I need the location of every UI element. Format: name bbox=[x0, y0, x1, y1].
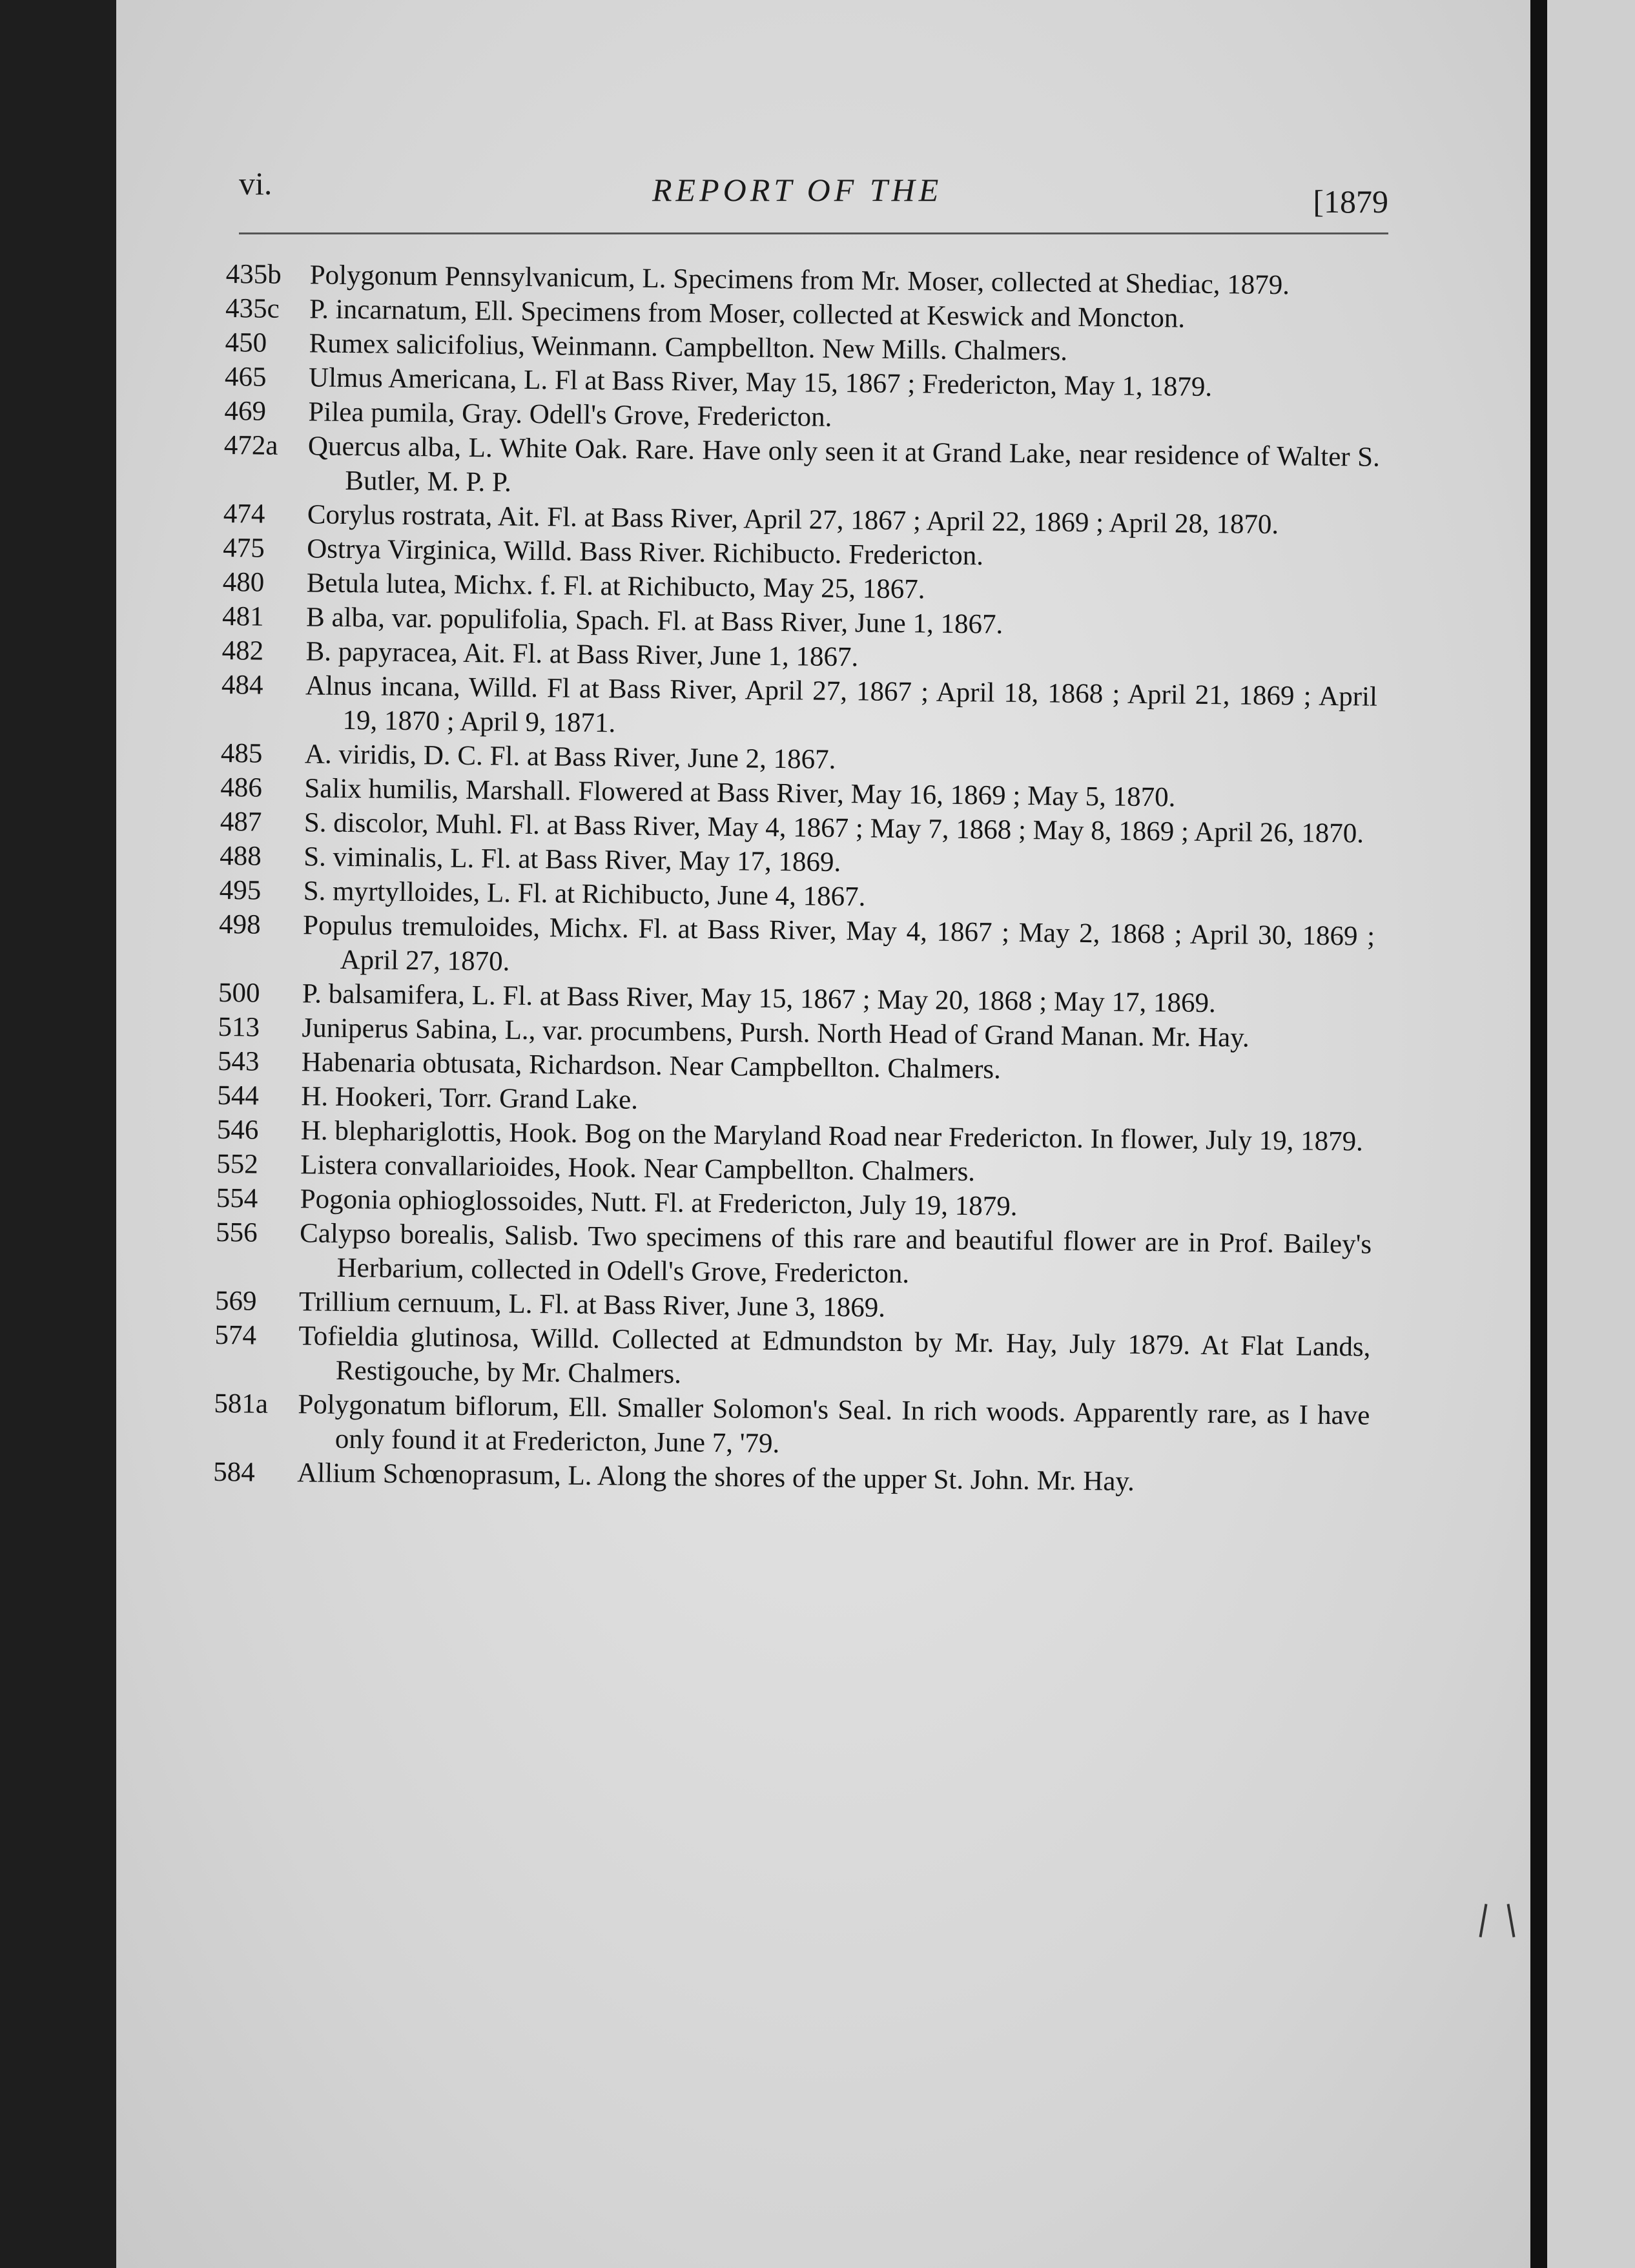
entry-text: B. papyracea, Ait. Fl. at Bass River, June 1, 1867. bbox=[305, 636, 859, 673]
entry-text: Salix humilis, Marshall. Flowered at Bass River, May 16, 1869 ; May 5, 1870. bbox=[304, 773, 1176, 813]
species-entry bbox=[214, 1318, 1371, 1399]
entry-number: 498 bbox=[218, 909, 261, 940]
entry-text: Calypso borealis, Salisb. Two specimens of this rare and beautiful flower are in Prof. Bailey's Herbarium, collected in Odell's Grove, Fredericton. bbox=[299, 1218, 1372, 1290]
page-number: vi. bbox=[239, 165, 272, 201]
entry-number: 484 bbox=[221, 669, 263, 701]
entry-number: 495 bbox=[219, 874, 262, 906]
entry-text: Betula lutea, Michx. f. Fl. at Richibucto, May 25, 1867. bbox=[306, 568, 925, 605]
entry-text: Allium Schœnoprasum, L. Along the shores of the upper St. John. Mr. Hay. bbox=[297, 1458, 1135, 1497]
entry-number: 488 bbox=[220, 840, 262, 872]
entry-number: 481 bbox=[221, 601, 264, 632]
entry-text: Populus tremuloides, Michx. Fl. at Bass River, May 4, 1867 ; May 2, 1868 ; April 30, 1869 ; April 27, 1870. bbox=[302, 910, 1375, 977]
entry-number: 472a bbox=[223, 429, 278, 461]
entry-text: Corylus rostrata, Ait. Fl. at Bass River, April 27, 1867 ; April 22, 1869 ; April 28, 1870. bbox=[307, 499, 1279, 541]
entry-text: H. blephariglottis, Hook. Bog on the Maryland Road near Fredericton. In flower, July 19, 1879. bbox=[300, 1115, 1364, 1157]
entry-number: 487 bbox=[220, 806, 262, 838]
entry-text: S. myrtylloides, L. Fl. at Richibucto, June 4, 1867. bbox=[303, 876, 866, 912]
entry-number: 584 bbox=[213, 1456, 256, 1488]
entry-text: Juniperus Sabina, L., var. procumbens, Pursh. North Head of Grand Manan. Mr. Hay. bbox=[302, 1013, 1249, 1053]
report-year: [1879 bbox=[1313, 183, 1388, 220]
entry-text: B alba, var. populifolia, Spach. Fl. at Bass River, June 1, 1867. bbox=[305, 602, 1003, 640]
entry-text: Alnus incana, Willd. Fl at Bass River, April 27, 1867 ; April 18, 1868 ; April 21, 1869 ; April 19, 1870 ; April 9, 1871. bbox=[305, 670, 1378, 739]
entry-text: A. viridis, D. C. Fl. at Bass River, June 2, 1867. bbox=[304, 739, 836, 775]
entry-text: Quercus alba, L. White Oak. Rare. Have only seen it at Grand Lake, near residence of Walter S. Butler, M. P. P. bbox=[307, 431, 1381, 498]
entry-number: 474 bbox=[223, 498, 265, 530]
entry-number: 450 bbox=[225, 327, 267, 358]
entry-number: 581a bbox=[214, 1388, 269, 1419]
header-rule bbox=[239, 232, 1388, 234]
entry-number: 546 bbox=[216, 1114, 259, 1146]
entry-number: 486 bbox=[220, 772, 263, 803]
entry-text: Ulmus Americana, L. Fl at Bass River, May 15, 1867 ; Fredericton, May 1, 1879. bbox=[308, 362, 1213, 403]
running-header bbox=[239, 165, 1388, 223]
entry-text: Polygonatum biflorum, Ell. Smaller Solomon's Seal. In rich woods. Apparently rare, as I have only found it at Fredericton, June 7, '79. bbox=[298, 1389, 1370, 1459]
entry-number: 485 bbox=[220, 737, 263, 769]
entry-text: Ostrya Virginica, Willd. Bass River. Richibucto. Fredericton. bbox=[307, 533, 984, 572]
facing-page-edge bbox=[1547, 0, 1635, 2268]
entry-number: 482 bbox=[221, 635, 264, 666]
entry-number: 435c bbox=[225, 293, 280, 324]
entry-text: Rumex salicifolius, Weinmann. Campbellton. New Mills. Chalmers. bbox=[309, 328, 1068, 367]
entry-number: 475 bbox=[223, 532, 265, 564]
species-entry bbox=[223, 428, 1380, 509]
entry-text: Polygonum Pennsylvanicum, L. Specimens from Mr. Moser, collected at Shediac, 1879. bbox=[309, 260, 1290, 301]
running-title: REPORT OF THE bbox=[652, 172, 943, 208]
entry-number: 500 bbox=[218, 977, 260, 1009]
entry-number: 480 bbox=[222, 566, 265, 598]
entry-text: Pilea pumila, Gray. Odell's Grove, Fredericton. bbox=[308, 397, 832, 433]
entry-number: 554 bbox=[216, 1182, 258, 1214]
entry-text: Tofieldia glutinosa, Willd. Collected at Edmundston by Mr. Hay, July 1879. At Flat Lands, Restigouche, by Mr. Chalmers. bbox=[298, 1321, 1371, 1390]
entry-text: H. Hookeri, Torr. Grand Lake. bbox=[301, 1081, 639, 1115]
entry-text: S. viminalis, L. Fl. at Bass River, May 17, 1869. bbox=[303, 841, 841, 878]
entry-text: Trillium cernuum, L. Fl. at Bass River, June 3, 1869. bbox=[298, 1286, 886, 1323]
entry-number: 469 bbox=[224, 395, 267, 427]
book-spine bbox=[1530, 0, 1547, 2268]
entry-number: 556 bbox=[215, 1217, 258, 1248]
species-entry bbox=[221, 668, 1377, 748]
species-entry bbox=[215, 1215, 1372, 1296]
entry-number: 435b bbox=[225, 258, 282, 290]
entry-number: 574 bbox=[214, 1319, 257, 1351]
entry-text: S. discolor, Muhl. Fl. at Bass River, May 4, 1867 ; May 7, 1868 ; May 8, 1869 ; April 26, 1870. bbox=[303, 807, 1364, 849]
entry-number: 465 bbox=[224, 361, 267, 393]
entry-text: P. incarnatum, Ell. Specimens from Moser, collected at Keswick and Moncton. bbox=[309, 294, 1186, 334]
entry-text: Habenaria obtusata, Richardson. Near Campbellton. Chalmers. bbox=[301, 1047, 1002, 1085]
entry-text: Listera convallarioides, Hook. Near Campbellton. Chalmers. bbox=[300, 1149, 976, 1188]
species-entry bbox=[218, 907, 1375, 988]
entry-text: Pogonia ophioglossoides, Nutt. Fl. at Fredericton, July 19, 1879. bbox=[300, 1184, 1018, 1222]
entry-number: 544 bbox=[217, 1080, 260, 1111]
entry-number: 569 bbox=[214, 1285, 257, 1317]
entry-number: 543 bbox=[217, 1046, 260, 1077]
species-list bbox=[213, 257, 1382, 1501]
entry-number: 552 bbox=[216, 1148, 259, 1180]
species-entry bbox=[214, 1387, 1370, 1467]
entry-number: 513 bbox=[218, 1011, 260, 1043]
entry-text: P. balsamifera, L. Fl. at Bass River, May 15, 1867 ; May 20, 1868 ; May 17, 1869. bbox=[302, 978, 1216, 1019]
